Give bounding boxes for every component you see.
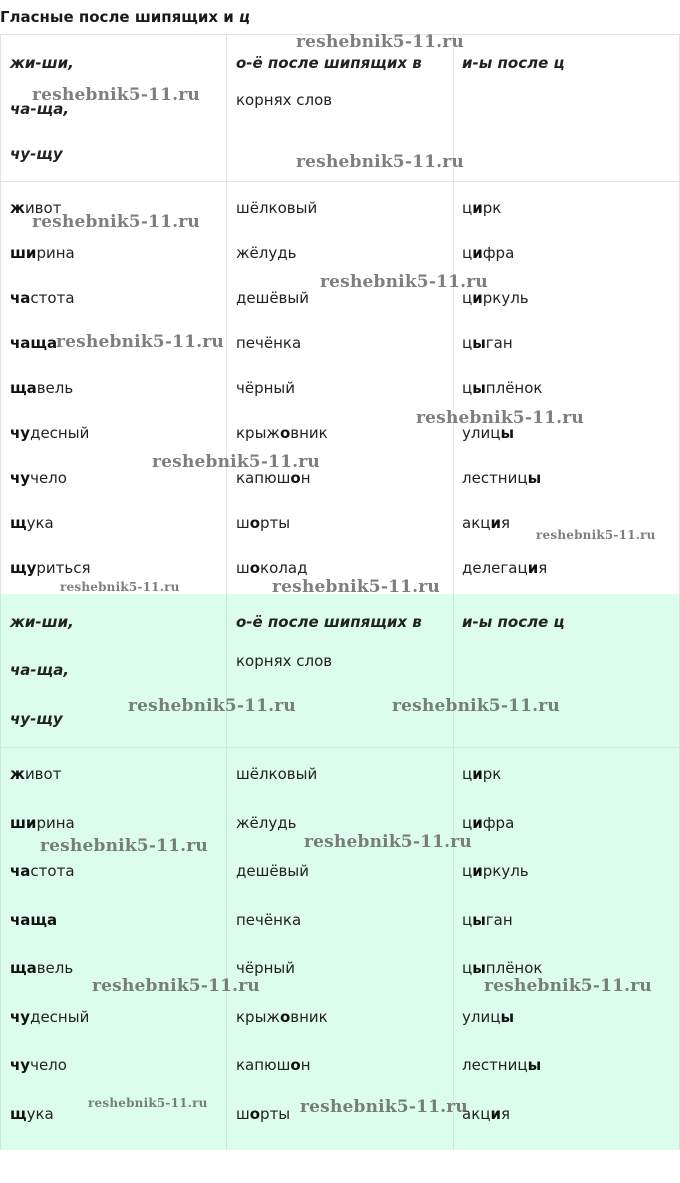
word-part: риться bbox=[36, 559, 91, 577]
word-part: плёнок bbox=[485, 379, 543, 397]
watermark: reshebnik5-11.ru bbox=[88, 1096, 208, 1110]
body-col-1 bbox=[0, 181, 226, 595]
word-part: лестниц bbox=[462, 469, 528, 487]
word-cell bbox=[10, 379, 73, 397]
highlight-letters: ы bbox=[472, 379, 486, 397]
word-part: н bbox=[300, 469, 311, 487]
body-col-2 bbox=[226, 747, 453, 1150]
word-cell bbox=[462, 862, 529, 880]
watermark: reshebnik5-11.ru bbox=[304, 832, 472, 852]
header-text: и-ы после ц bbox=[462, 54, 565, 72]
word-part: капюш bbox=[236, 1056, 291, 1074]
word-part: крыж bbox=[236, 424, 280, 442]
word-part: ука bbox=[26, 1104, 54, 1123]
word-part: ш bbox=[236, 1104, 250, 1123]
word-part: ркуль bbox=[482, 289, 529, 307]
highlight-letters: ы bbox=[472, 334, 486, 352]
word-part: рк bbox=[482, 199, 502, 217]
word-cell bbox=[462, 379, 542, 397]
word-part: ц bbox=[462, 244, 473, 262]
header-col-2 bbox=[226, 594, 453, 747]
watermark: reshebnik5-11.ru bbox=[320, 272, 488, 292]
word-cell bbox=[236, 514, 290, 532]
header-text: о-ё после шипящих в bbox=[236, 54, 422, 72]
word-part: улиц bbox=[462, 424, 501, 442]
word-part: ц bbox=[462, 813, 473, 832]
word-part: десный bbox=[30, 424, 90, 442]
highlight-letters: ча bbox=[10, 862, 31, 880]
watermark: reshebnik5-11.ru bbox=[300, 1097, 468, 1117]
word-part: стота bbox=[30, 862, 75, 880]
word-part: ц bbox=[462, 959, 473, 977]
word-part: ш bbox=[236, 514, 250, 532]
word-cell bbox=[462, 911, 513, 929]
word-cell bbox=[236, 199, 317, 217]
highlight-letters: ы bbox=[472, 910, 486, 929]
word-part: ган bbox=[485, 334, 513, 352]
watermark: reshebnik5-11.ru bbox=[92, 976, 260, 996]
word-part: н bbox=[300, 1056, 311, 1074]
word-part: стота bbox=[30, 289, 75, 307]
header-text: чу-щу bbox=[10, 145, 63, 163]
highlight-letters: ы bbox=[527, 469, 542, 487]
word-part: фра bbox=[482, 244, 515, 262]
word-cell bbox=[462, 559, 547, 577]
highlight-letters: и bbox=[527, 559, 539, 577]
word-cell bbox=[236, 959, 295, 977]
word-part: крыж bbox=[236, 1007, 280, 1026]
word-part: печёнка bbox=[236, 910, 302, 929]
header-col-3 bbox=[453, 35, 680, 181]
word-cell bbox=[10, 1056, 67, 1074]
word-part: ркуль bbox=[482, 862, 529, 880]
word-part: рина bbox=[36, 244, 75, 262]
word-part: ц bbox=[462, 765, 473, 783]
highlight-letters: и bbox=[472, 862, 483, 880]
word-cell bbox=[462, 959, 542, 977]
word-part: чёрный bbox=[236, 959, 296, 977]
header-text: чу-щу bbox=[10, 710, 63, 728]
watermark: reshebnik5-11.ru bbox=[392, 696, 560, 716]
word-part: шёлковый bbox=[236, 765, 318, 783]
word-cell bbox=[462, 814, 514, 832]
watermark: reshebnik5-11.ru bbox=[32, 212, 200, 232]
word-part: ц bbox=[462, 334, 473, 352]
body-col-3 bbox=[453, 747, 680, 1150]
word-part: ука bbox=[26, 514, 54, 532]
word-part: рина bbox=[36, 813, 75, 832]
word-part: рты bbox=[260, 1104, 291, 1123]
rules-table-green bbox=[0, 594, 680, 1150]
word-part: чёрный bbox=[236, 379, 296, 397]
highlight-letters: и bbox=[490, 514, 501, 532]
word-cell bbox=[236, 814, 296, 832]
highlight-letters: щу bbox=[10, 559, 37, 577]
word-cell bbox=[462, 199, 501, 217]
word-cell bbox=[10, 334, 57, 352]
word-part: я bbox=[538, 559, 548, 577]
word-part: ш bbox=[236, 559, 250, 577]
word-cell bbox=[10, 469, 67, 487]
header-col-1 bbox=[0, 35, 226, 181]
word-cell bbox=[236, 424, 328, 442]
highlight-letters: ши bbox=[10, 244, 37, 262]
word-cell bbox=[10, 1105, 54, 1123]
highlight-letters: о bbox=[279, 424, 291, 442]
word-cell bbox=[462, 244, 514, 262]
word-part: вник bbox=[290, 424, 328, 442]
word-part: чело bbox=[30, 469, 67, 487]
header-text: жи-ши, bbox=[10, 54, 74, 72]
watermark: reshebnik5-11.ru bbox=[32, 85, 200, 105]
header-text: ча-ща, bbox=[10, 661, 70, 679]
word-part: улиц bbox=[462, 1007, 501, 1026]
word-cell bbox=[10, 244, 75, 262]
header-text: корнях слов bbox=[236, 652, 333, 670]
word-cell bbox=[10, 862, 75, 880]
word-cell bbox=[10, 514, 54, 532]
word-part: чело bbox=[30, 1056, 67, 1074]
highlight-letters: и bbox=[472, 199, 483, 217]
watermark: reshebnik5-11.ru bbox=[296, 32, 464, 52]
word-cell bbox=[462, 334, 513, 352]
highlight-letters: о bbox=[249, 559, 261, 577]
word-part: ц bbox=[462, 910, 473, 929]
word-cell bbox=[10, 765, 61, 783]
highlight-letters: ы bbox=[500, 1007, 515, 1026]
highlight-letters: о bbox=[290, 469, 301, 487]
watermark: reshebnik5-11.ru bbox=[484, 976, 652, 996]
highlight-letters: и bbox=[472, 813, 483, 832]
table-body bbox=[0, 747, 680, 1150]
word-cell bbox=[236, 1056, 311, 1074]
highlight-letters: чу bbox=[10, 1007, 31, 1026]
word-part: лестниц bbox=[462, 1056, 528, 1074]
highlight-letters: чу bbox=[10, 469, 31, 487]
word-cell bbox=[236, 559, 307, 577]
word-part: ц bbox=[462, 289, 473, 307]
word-cell bbox=[236, 244, 296, 262]
word-cell bbox=[10, 1008, 89, 1026]
word-part: делегац bbox=[462, 559, 528, 577]
word-part: рк bbox=[482, 765, 502, 783]
word-cell bbox=[236, 1008, 328, 1026]
highlight-letters: ы bbox=[527, 1056, 542, 1074]
word-cell bbox=[10, 814, 75, 832]
watermark: reshebnik5-11.ru bbox=[416, 408, 584, 428]
watermark: reshebnik5-11.ru bbox=[296, 152, 464, 172]
watermark: reshebnik5-11.ru bbox=[152, 452, 320, 472]
body-col-2 bbox=[226, 181, 453, 595]
word-part: капюш bbox=[236, 469, 291, 487]
word-part: ц bbox=[462, 862, 473, 880]
word-cell bbox=[236, 289, 309, 307]
word-part: дешёвый bbox=[236, 862, 309, 880]
word-cell bbox=[236, 1105, 290, 1123]
watermark: reshebnik5-11.ru bbox=[40, 836, 208, 856]
header-col-3 bbox=[453, 594, 680, 747]
word-cell bbox=[462, 1105, 510, 1123]
word-part: дешёвый bbox=[236, 289, 309, 307]
header-text: ча-ща, bbox=[10, 100, 70, 118]
table-header bbox=[0, 594, 680, 748]
watermark: reshebnik5-11.ru bbox=[272, 577, 440, 597]
highlight-letters: ча bbox=[10, 289, 31, 307]
watermark: reshebnik5-11.ru bbox=[56, 332, 224, 352]
word-cell bbox=[10, 959, 73, 977]
highlight-letters: о bbox=[249, 1104, 261, 1123]
word-part: акц bbox=[462, 514, 491, 532]
header-text: жи-ши, bbox=[10, 613, 74, 631]
word-part: ивот bbox=[24, 199, 62, 217]
word-part: жёлудь bbox=[236, 244, 297, 262]
highlight-letters: и bbox=[472, 289, 483, 307]
word-part: вник bbox=[290, 1007, 328, 1026]
highlight-letters: чаща bbox=[10, 334, 58, 352]
highlight-letters: чу bbox=[10, 424, 31, 442]
word-cell bbox=[236, 379, 295, 397]
word-cell bbox=[10, 424, 89, 442]
watermark: reshebnik5-11.ru bbox=[536, 528, 656, 542]
highlight-letters: ж bbox=[10, 765, 25, 783]
word-cell bbox=[236, 334, 301, 352]
word-cell bbox=[236, 765, 317, 783]
highlight-letters: ы bbox=[472, 959, 486, 977]
highlight-letters: и bbox=[472, 765, 483, 783]
highlight-letters: о bbox=[279, 1007, 291, 1026]
word-part: рты bbox=[260, 514, 291, 532]
watermark: reshebnik5-11.ru bbox=[128, 696, 296, 716]
rules-table-white bbox=[0, 34, 680, 595]
highlight-letters: и bbox=[472, 244, 483, 262]
word-cell bbox=[10, 289, 75, 307]
header-text: о-ё после шипящих в bbox=[236, 613, 422, 631]
highlight-letters: ща bbox=[10, 959, 37, 977]
highlight-letters: ы bbox=[500, 424, 515, 442]
word-part: я bbox=[500, 514, 511, 532]
watermark: reshebnik5-11.ru bbox=[60, 580, 180, 594]
word-part: вель bbox=[36, 379, 74, 397]
highlight-letters: ж bbox=[10, 199, 25, 217]
word-part: я bbox=[500, 1104, 511, 1123]
highlight-letters: чу bbox=[10, 1056, 31, 1074]
word-part: акц bbox=[462, 1104, 491, 1123]
highlight-letters: чаща bbox=[10, 910, 58, 929]
word-cell bbox=[462, 469, 541, 487]
word-cell bbox=[236, 911, 301, 929]
word-part: колад bbox=[260, 559, 308, 577]
word-part: печёнка bbox=[236, 334, 302, 352]
highlight-letters: о bbox=[249, 514, 261, 532]
body-col-1 bbox=[0, 747, 226, 1150]
word-part: плёнок bbox=[485, 959, 543, 977]
header-text: корнях слов bbox=[236, 91, 333, 109]
highlight-letters: ши bbox=[10, 813, 37, 832]
word-part: жёлудь bbox=[236, 813, 297, 832]
word-part: фра bbox=[482, 813, 515, 832]
word-part: вель bbox=[36, 959, 74, 977]
word-part: ц bbox=[462, 379, 473, 397]
word-cell bbox=[10, 911, 57, 929]
word-cell bbox=[236, 862, 309, 880]
header-text: и-ы после ц bbox=[462, 613, 565, 631]
word-cell bbox=[462, 1008, 514, 1026]
word-cell bbox=[10, 559, 91, 577]
highlight-letters: и bbox=[490, 1104, 501, 1123]
word-part: десный bbox=[30, 1007, 90, 1026]
page-title: Гласные после шипящих и ц bbox=[0, 8, 251, 26]
highlight-letters: щ bbox=[10, 1104, 27, 1123]
highlight-letters: ща bbox=[10, 379, 37, 397]
word-part: ц bbox=[462, 199, 473, 217]
word-part: шёлковый bbox=[236, 199, 318, 217]
header-col-1 bbox=[0, 594, 226, 747]
word-cell bbox=[462, 1056, 541, 1074]
word-cell bbox=[462, 765, 501, 783]
highlight-letters: о bbox=[290, 1056, 301, 1074]
word-part: ган bbox=[485, 910, 513, 929]
word-part: ивот bbox=[24, 765, 62, 783]
word-cell bbox=[462, 514, 510, 532]
highlight-letters: щ bbox=[10, 514, 27, 532]
